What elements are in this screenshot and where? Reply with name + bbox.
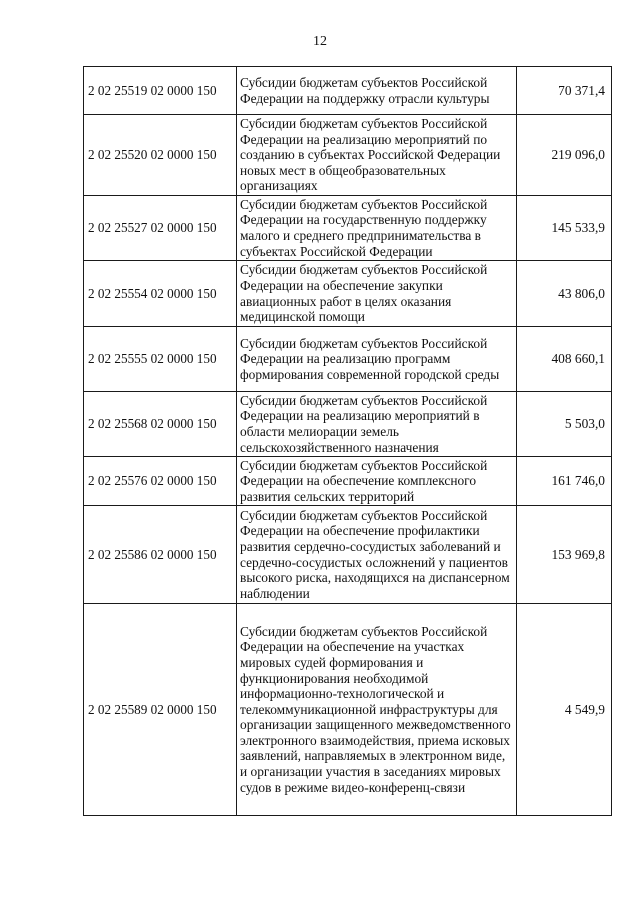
description-cell: Субсидии бюджетам субъектов Российской Федерации на реализацию мероприятий по созданию в субъектах Российской Федерации новых мест в общеобразовательных организациях <box>237 115 517 196</box>
page-number: 12 <box>313 34 327 49</box>
budget-code-cell: 2 02 25520 02 0000 150 <box>84 115 237 196</box>
budget-code-cell: 2 02 25554 02 0000 150 <box>84 261 237 327</box>
amount-cell: 145 533,9 <box>517 196 612 261</box>
budget-code-cell: 2 02 25527 02 0000 150 <box>84 196 237 261</box>
amount-cell: 153 969,8 <box>517 506 612 604</box>
table-row <box>84 327 612 392</box>
table-row <box>84 196 612 261</box>
budget-code-cell: 2 02 25576 02 0000 150 <box>84 457 237 506</box>
budget-code-cell: 2 02 25519 02 0000 150 <box>84 67 237 115</box>
table-row <box>84 67 612 115</box>
budget-table <box>83 66 612 816</box>
amount-cell: 161 746,0 <box>517 457 612 506</box>
description-cell: Субсидии бюджетам субъектов Российской Федерации на государственную поддержку малого и среднего предпринимательства в субъектах Российской Федерации <box>237 196 517 261</box>
budget-table-body <box>84 67 612 816</box>
budget-code-cell: 2 02 25589 02 0000 150 <box>84 604 237 816</box>
amount-cell: 43 806,0 <box>517 261 612 327</box>
amount-cell: 4 549,9 <box>517 604 612 816</box>
table-row <box>84 457 612 506</box>
table-row <box>84 115 612 196</box>
description-cell: Субсидии бюджетам субъектов Российской Федерации на обеспечение профилактики развития сердечно-сосудистых заболеваний и сердечно-сосудистых осложнений у пациентов высокого риска, находящихся на диспансерном наблюдении <box>237 506 517 604</box>
description-cell: Субсидии бюджетам субъектов Российской Федерации на поддержку отрасли культуры <box>237 67 517 115</box>
description-cell: Субсидии бюджетам субъектов Российской Федерации на обеспечение комплексного развития сельских территорий <box>237 457 517 506</box>
description-cell: Субсидии бюджетам субъектов Российской Федерации на реализацию программ формирования современной городской среды <box>237 327 517 392</box>
budget-code-cell: 2 02 25568 02 0000 150 <box>84 392 237 457</box>
amount-cell: 70 371,4 <box>517 67 612 115</box>
table-row <box>84 392 612 457</box>
description-cell: Субсидии бюджетам субъектов Российской Федерации на обеспечение закупки авиационных работ в целях оказания медицинской помощи <box>237 261 517 327</box>
amount-cell: 408 660,1 <box>517 327 612 392</box>
table-row <box>84 604 612 816</box>
amount-cell: 5 503,0 <box>517 392 612 457</box>
amount-cell: 219 096,0 <box>517 115 612 196</box>
table-row <box>84 506 612 604</box>
budget-code-cell: 2 02 25555 02 0000 150 <box>84 327 237 392</box>
description-cell: Субсидии бюджетам субъектов Российской Федерации на реализацию мероприятий в области мелиорации земель сельскохозяйственного назначения <box>237 392 517 457</box>
budget-code-cell: 2 02 25586 02 0000 150 <box>84 506 237 604</box>
description-cell: Субсидии бюджетам субъектов Российской Федерации на обеспечение на участках мировых судей формирования и функционирования необходимой информационно-технологической и телекоммуникационной инфраструктуры для организации защищенного межведомственного электронного взаимодействия, приема исковых заявлений, направляемых в электронном виде, и организации участия в заседаниях мировых судов в режиме видео-конференц-связи <box>237 604 517 816</box>
table-row <box>84 261 612 327</box>
